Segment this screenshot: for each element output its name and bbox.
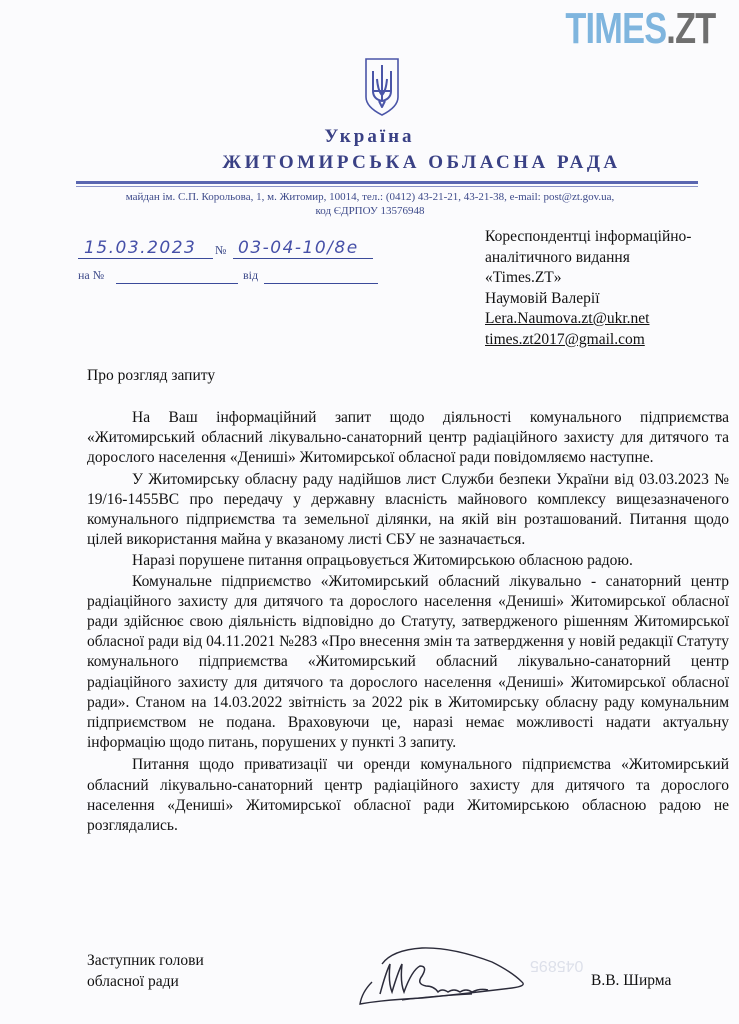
reply-to-label: на № bbox=[78, 268, 105, 282]
recipient-email-link[interactable]: times.zt2017@gmail.com bbox=[485, 330, 645, 348]
number-underline bbox=[233, 258, 373, 259]
incoming-reference bbox=[78, 266, 388, 288]
background-stamp-mark: 045895 bbox=[530, 957, 584, 974]
body-paragraph: У Житомирську обласну раду надійшов лист Служби безпеки України від 03.03.2023 № 19/16-1455ВС про передачу у державну власність майнового комплексу вищезазначеного комунального підприємства та земельної ділянки, на якій він розташований. Питання щодо цілей використання майна у вказаному листі СБУ не зазначається. bbox=[87, 470, 729, 549]
address-line: майдан ім. С.П. Корольова, 1, м. Житомир, 10014, тел.: (0412) 43-21-21, 43-21-38, e-mail: post@zt.gov.ua, bbox=[125, 191, 615, 203]
letterhead-divider bbox=[76, 181, 698, 184]
brand-times: TIMES bbox=[564, 4, 666, 53]
body-paragraph: Питання щодо приватизації чи оренди комунального підприємства «Житомирський обласний лікувально-санаторний центр радіаційного захисту для дитячого та дорослого населення «Дениші» Житомирської обласної ради Житомирською обласною радою не розглядались. bbox=[87, 756, 729, 835]
edrpou-code: код ЄДРПОУ 13576948 bbox=[315, 205, 425, 217]
times-zt-watermark-logo bbox=[565, 4, 715, 54]
body-paragraph: На Ваш інформаційний запит щодо діяльності комунального підприємства «Житомирський обласний лікувально-санаторний центр радіаційного захисту для дитячого та дорослого населення «Дениші» Житомирської обласної ради повідомляємо наступне. bbox=[87, 409, 729, 467]
signatory-title-line: обласної ради bbox=[87, 972, 179, 990]
recipient-block bbox=[485, 227, 691, 350]
signatory-name: В.В. Ширма bbox=[591, 972, 672, 989]
signatory-title bbox=[87, 951, 204, 992]
letterhead-address bbox=[70, 190, 670, 218]
signatory-title-line: Заступник голови bbox=[87, 952, 204, 969]
recipient-line: аналітичного видання bbox=[485, 248, 630, 266]
letterhead-divider-thin bbox=[76, 186, 698, 187]
letter-body bbox=[87, 408, 729, 836]
date-underline bbox=[78, 258, 213, 259]
recipient-publication: «Times.ZT» bbox=[485, 269, 562, 286]
from-label: від bbox=[243, 268, 259, 282]
recipient-name: Наумовій Валерії bbox=[485, 289, 600, 307]
body-paragraph: Наразі порушене питання опрацьовується Житомирською обласною радою. bbox=[132, 552, 633, 570]
tryzub-coat-of-arms-icon bbox=[364, 57, 400, 117]
recipient-email-link[interactable]: Lera.Naumova.zt@ukr.net bbox=[485, 310, 650, 327]
handwritten-signature-icon bbox=[342, 942, 542, 1022]
outgoing-reference bbox=[78, 232, 388, 262]
brand-zt: .ZT bbox=[665, 4, 715, 53]
body-paragraph: Комунальне підприємство «Житомирський обласний лікувально - санаторний центр радіаційного захисту для дитячого та дорослого населення «Дениші» Житомирської обласної ради здійснює свою діяльність відповідно до Статуту, затвердженого рішенням Житомирської обласної ради від 04.11.2021 №283 «Про внесення змін та затвердження у новій редакції Статуту комунального підприємства «Житомирський обласний лікувально-санаторний центр радіаційного захисту для дитячого та дорослого населення «Дениші» Житомирської обласної ради». Станом на 14.03.2022 звітність за 2022 рік в Житомирську обласну раду комунальним підприємством не подана. Враховуючи це, наразі немає можливості надати актуальну інформацію щодо питань, порушених у пункті 3 запиту. bbox=[87, 572, 729, 752]
number-label: № bbox=[215, 243, 227, 257]
recipient-line: Кореспондентці інформаційно- bbox=[485, 228, 692, 245]
reply-date-blank bbox=[264, 283, 378, 284]
letter-subject: Про розгляд запиту bbox=[87, 367, 216, 384]
reply-number-blank bbox=[116, 283, 238, 284]
handwritten-number: 03-04-10/8е bbox=[238, 238, 359, 258]
handwritten-date: 15.03.2023 bbox=[84, 238, 197, 258]
letterhead-country: Україна bbox=[324, 126, 415, 147]
letterhead-council-name: ЖИТОМИРСЬКА ОБЛАСНА РАДА bbox=[222, 152, 621, 173]
